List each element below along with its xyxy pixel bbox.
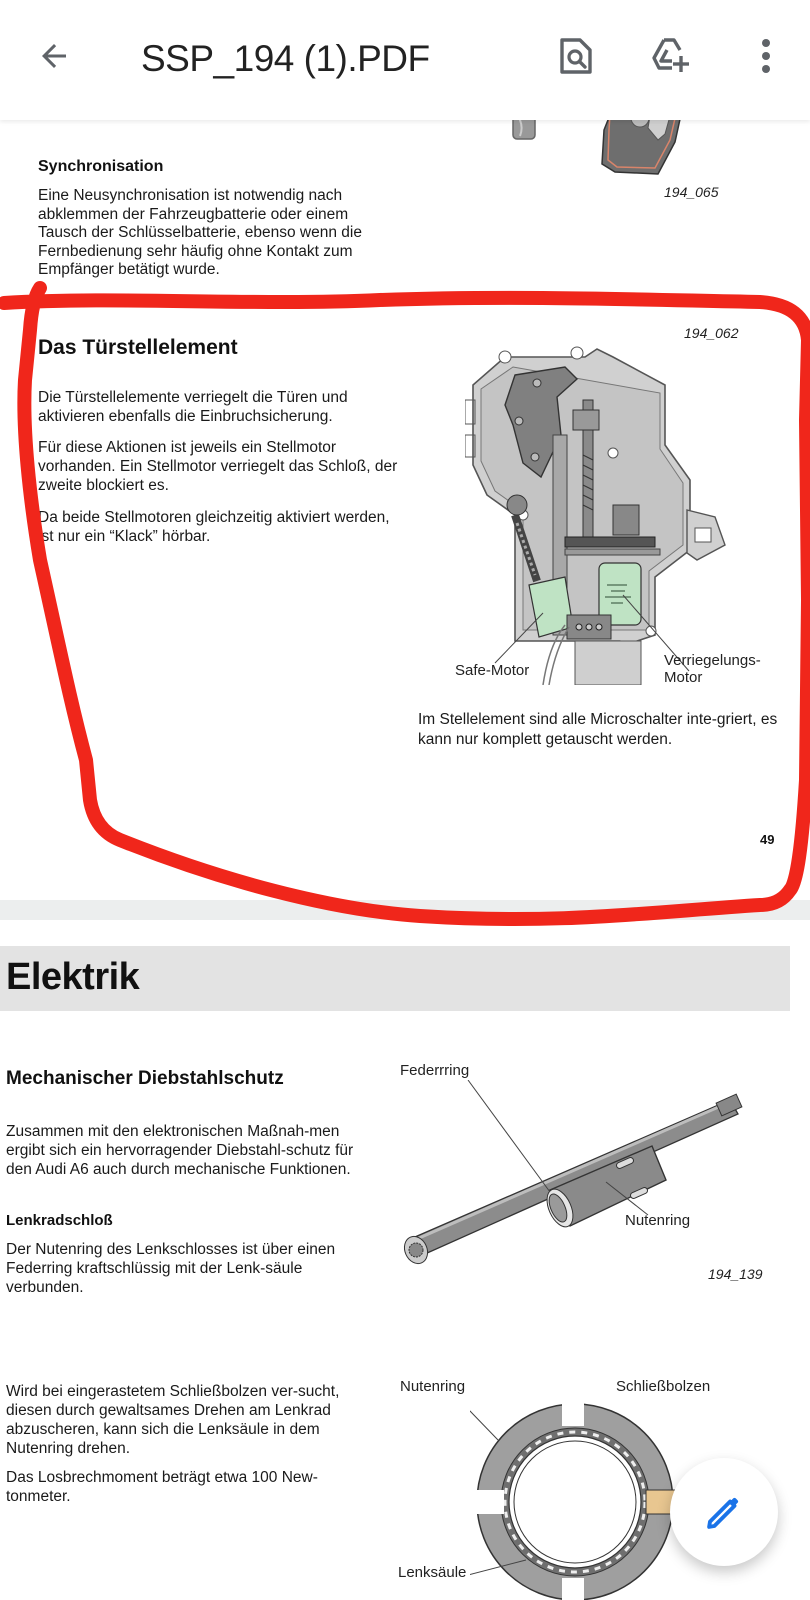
label-lenksaeule: Lenksäule: [398, 1564, 467, 1581]
save-to-drive-button[interactable]: [646, 32, 694, 80]
paragraph-microschalter: Im Stellelement sind alle Microschalter inte-griert, es kann nur komplett getauscht werden.: [418, 711, 778, 748]
document-title: SSP_194 (1).PDF: [141, 38, 430, 79]
paragraph: Die Türstellelemente verriegelt die Türen und aktivieren ebenfalls die Einbruchsicherung.: [38, 389, 348, 425]
more-options-button[interactable]: [742, 32, 790, 80]
label-line: Motor: [664, 669, 703, 686]
steering-shaft-figure: [400, 1080, 760, 1270]
arrow-left-icon: [36, 38, 72, 74]
paragraph: Da beide Stellmotoren gleichzeitig aktiviert werden, ist nur ein “Klack” hörbar.: [38, 509, 390, 545]
label-nutenring: Nutenring: [400, 1378, 466, 1395]
label-nutenring: Nutenring: [625, 1212, 691, 1229]
section-title: Elektrik: [6, 956, 140, 998]
page-number: 49: [760, 832, 775, 847]
lock-ring-cross-section: [470, 1390, 680, 1600]
heading-mechanischer-diebstahlschutz: Mechanischer Diebstahlschutz: [6, 1068, 284, 1089]
document-search-icon: [558, 36, 594, 76]
find-in-document-button[interactable]: [552, 32, 600, 80]
door-actuator-diagram: [465, 345, 735, 685]
app-bar: [0, 0, 810, 120]
paragraph: Wird bei eingerastetem Schließbolzen ver-sucht, diesen durch gewaltsames Drehen am Lenkrad abzuscheren, kann sich die Lenksäule in dem Nutenring drehen.: [6, 1383, 340, 1457]
heading-tuerstellelement: Das Türstellelement: [38, 336, 238, 359]
label-line: Verriegelungs-: [664, 652, 761, 669]
section-band: [0, 946, 790, 1011]
paragraph: Der Nutenring des Lenkschlosses ist über einen Federring kraftschlüssig mit der Lenk-säule verbunden.: [6, 1241, 336, 1296]
back-button[interactable]: [34, 36, 74, 76]
drive-add-icon: [648, 36, 692, 76]
heading-synchronisation: Synchronisation: [38, 158, 164, 175]
paragraph: Für diese Aktionen ist jeweils ein Stellmotor vorhanden. Ein Stellmotor verriegelt das Schloß, der zweite blockiert es.: [38, 439, 398, 494]
paragraph: Das Losbrechmoment beträgt etwa 100 New-tonmeter.: [6, 1469, 318, 1505]
label-federring: Federrring: [400, 1062, 470, 1079]
more-vert-icon: [758, 38, 774, 74]
heading-lenkradschloss: Lenkradschloß: [6, 1212, 113, 1229]
paragraph-synchronisation: Eine Neusynchronisation ist notwendig nach abklemmen der Fahrzeugbatterie oder einem Tausch der Schlüsselbatterie, ebenso wenn die Fernbedienung sehr häufig ohne Kontakt zum Empfänger betätigt wurde.: [38, 187, 362, 279]
label-safe-motor: Safe-Motor: [455, 662, 530, 679]
pdf-page-49: [0, 120, 810, 900]
paragraph: Zusammen mit den elektronischen Maßnah-men ergibt sich ein hervorragender Diebstahl-schutz für den Audi A6 auch durch mechanische Funktionen.: [6, 1123, 354, 1178]
label-verriegelungs-motor: [664, 652, 761, 686]
pencil-icon: [703, 1491, 745, 1533]
figure-id: 194_139: [708, 1266, 763, 1282]
remote-key-figure: [510, 120, 690, 180]
figure-id: 194_065: [664, 184, 719, 200]
figure-id: 194_062: [684, 325, 739, 341]
annotate-fab[interactable]: [670, 1458, 778, 1566]
label-schliessbolzen: Schließbolzen: [616, 1378, 711, 1395]
